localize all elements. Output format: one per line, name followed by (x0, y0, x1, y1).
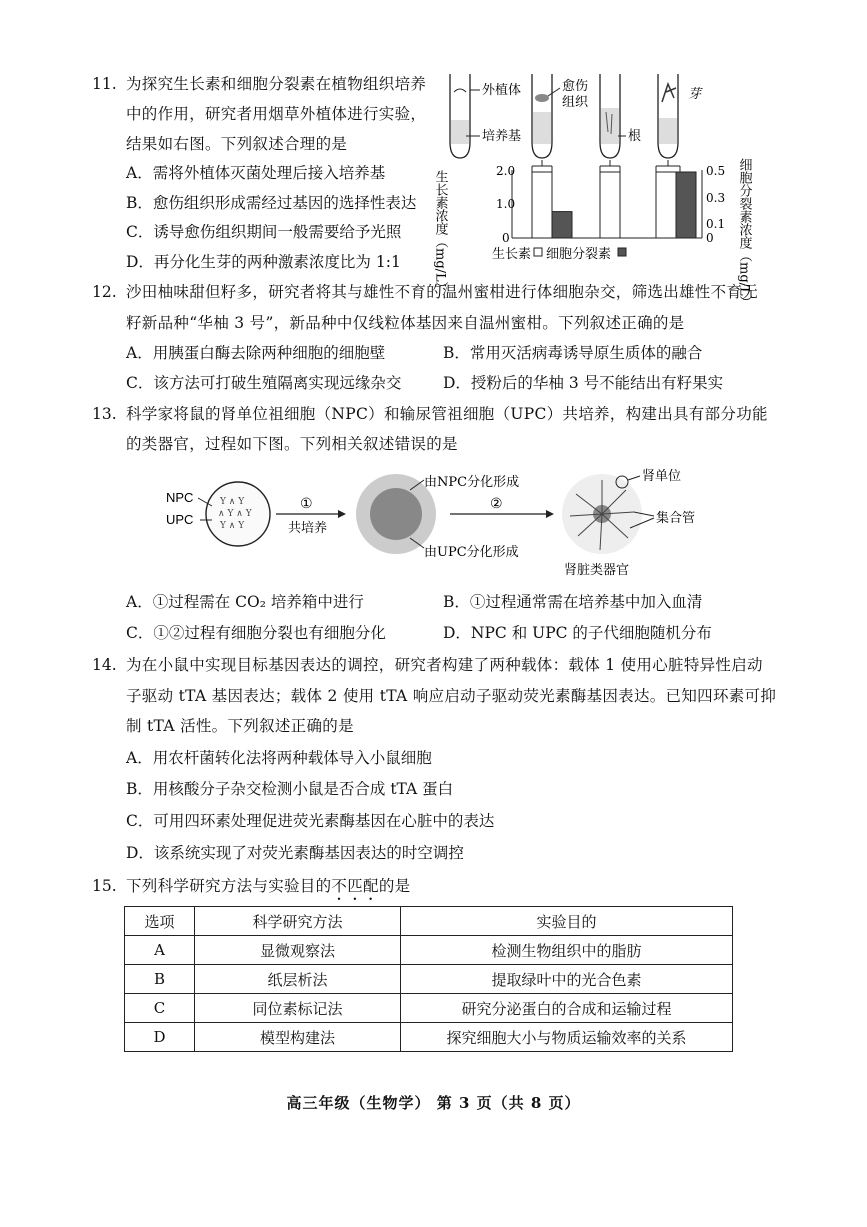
bar-auxin-0 (532, 172, 552, 238)
q12-option-a: A．用胰蛋白酶去除两种细胞的细胞壁 (126, 344, 386, 362)
label-upc: UPC (166, 512, 194, 527)
svg-text:Y ∧ Y: Y ∧ Y (220, 497, 245, 507)
bar-auxin-1 (600, 172, 620, 238)
cell-option: A (125, 936, 195, 965)
left-tick-0: 0 (502, 231, 510, 245)
label-organoid: 肾脏类器官 (564, 563, 630, 578)
q13-option-a: A．①过程需在 CO₂ 培养箱中进行 (126, 593, 364, 611)
q11-number: 11. (92, 75, 117, 93)
table-row (125, 965, 733, 994)
q11-stem-line2: 中的作用，研究者用烟草外植体进行实验， (126, 105, 427, 123)
q14-stem-line3: 制 tTA 活性。下列叙述正确的是 (126, 717, 354, 735)
bar-auxin-2 (656, 172, 676, 238)
bar-cytokinin-0 (552, 212, 572, 238)
legend-swatch-auxin (534, 248, 542, 256)
label-step1: ① (300, 496, 313, 512)
cell-aggregate-core (370, 488, 422, 540)
label-step2: ② (490, 496, 503, 512)
q15-table (124, 906, 733, 1052)
q12-number: 12. (92, 283, 117, 301)
svg-text:∧ Y ∧ Y: ∧ Y ∧ Y (218, 509, 252, 519)
label-medium: 培养基 (482, 129, 522, 144)
q14-option-c: C．可用四环素处理促进荧光素酶基因在心脏中的表达 (126, 812, 495, 830)
legend-swatch-cytokinin (618, 248, 626, 256)
cell-purpose: 研究分泌蛋白的合成和运输过程 (401, 994, 733, 1023)
q13-stem-line1: 科学家将鼠的肾单位祖细胞（NPC）和输尿管祖细胞（UPC）共培养，构建出具有部分功能 (126, 405, 768, 423)
table-row (125, 936, 733, 965)
left-tick-2: 2.0 (496, 164, 516, 178)
label-callus-1: 愈伤 (562, 79, 589, 94)
q14-stem-line2: 子驱动 tTA 基因表达；载体 2 使用 tTA 响应启动子驱动荧光素酶基因表达。已知四环素可抑 (126, 687, 777, 705)
q15-stem-after: 的是 (378, 877, 411, 895)
cell-purpose: 提取绿叶中的光合色素 (401, 965, 733, 994)
test-tube-explant (450, 74, 480, 158)
q11-option-c: C．诱导愈伤组织期间一般需要给予光照 (126, 223, 402, 241)
q11-stem-line1: 为探究生长素和细胞分裂素在植物组织培养 (126, 75, 427, 93)
q12-stem-line2: 籽新品种“华柚 3 号”，新品种中仅线粒体基因来自温州蜜柑。下列叙述正确的是 (126, 314, 685, 332)
label-coculture: 共培养 (288, 521, 328, 536)
q11-option-d: D．再分化生芽的两种激素浓度比为 1:1 (126, 253, 401, 271)
q12-option-b: B．常用灭活病毒诱导原生质体的融合 (443, 344, 703, 362)
label-from-npc: 由NPC分化形成 (424, 475, 520, 490)
q14-stem-line1: 为在小鼠中实现目标基因表达的调控，研究者构建了两种载体：载体 1 使用心脏特异性启动 (126, 656, 763, 674)
q12-option-c: C．该方法可打破生殖隔离实现远缘杂交 (126, 374, 402, 392)
q13-option-b: B．①过程通常需在培养基中加入血清 (443, 593, 703, 611)
cell-method: 模型构建法 (195, 1023, 401, 1052)
label-collecting-duct: 集合管 (656, 511, 696, 526)
q15-stem (126, 876, 410, 904)
test-tube-root (600, 74, 626, 158)
label-from-upc: 由UPC分化形成 (424, 545, 519, 560)
q11-option-a: A．需将外植体灭菌处理后接入培养基 (126, 164, 386, 182)
q14-option-a: A．用农杆菌转化法将两种载体导入小鼠细胞 (126, 749, 432, 767)
q13-option-d: D．NPC 和 UPC 的子代细胞随机分布 (443, 624, 712, 642)
header-method: 科学研究方法 (195, 907, 401, 936)
q14-option-d: D．该系统实现了对荧光素酶基因表达的时空调控 (126, 844, 464, 862)
q15-stem-emphasis: 不匹配 (331, 877, 379, 895)
table-header-row (125, 907, 733, 936)
q13-option-c: C．①②过程有细胞分裂也有细胞分化 (126, 624, 386, 642)
right-tick-03: 0.3 (706, 191, 726, 205)
q14-option-b: B．用核酸分子杂交检测小鼠是否合成 tTA 蛋白 (126, 780, 454, 798)
left-tick-1: 1.0 (496, 197, 516, 211)
left-axis-label: 生长素浓度（mg/L） (432, 170, 448, 295)
q13-figure (160, 466, 720, 582)
cell-purpose: 探究细胞大小与物质运输效率的关系 (401, 1023, 733, 1052)
header-purpose: 实验目的 (401, 907, 733, 936)
label-nephron: 肾单位 (642, 469, 682, 484)
header-option: 选项 (125, 907, 195, 936)
label-npc: NPC (166, 490, 194, 505)
label-shoot-glyph: 芽 (688, 87, 702, 102)
q13-stem-line2: 的类器官，过程如下图。下列相关叙述错误的是 (126, 435, 458, 453)
q11-option-b: B．愈伤组织形成需经过基因的选择性表达 (126, 194, 417, 212)
right-tick-0: 0 (706, 231, 714, 245)
q14-number: 14. (92, 656, 117, 674)
q15-stem-before: 下列科学研究方法与实验目的 (126, 877, 332, 895)
svg-text:Y ∧ Y: Y ∧ Y (220, 521, 245, 531)
q15-number: 15. (92, 877, 117, 895)
right-tick-05: 0.5 (706, 164, 726, 178)
label-callus-2: 组织 (562, 95, 589, 110)
q12-stem-line1: 沙田柚味甜但籽多，研究者将其与雄性不育的温州蜜柑进行体细胞杂交，筛选出雄性不育无 (126, 283, 759, 301)
cell-option: D (125, 1023, 195, 1052)
q11-stem-line3: 结果如右图。下列叙述合理的是 (126, 135, 348, 153)
cell-purpose: 检测生物组织中的脂肪 (401, 936, 733, 965)
right-tick-01: 0.1 (706, 217, 726, 231)
right-axis-label: 细胞分裂素浓度（mg/L） (736, 158, 752, 309)
q13-number: 13. (92, 405, 117, 423)
q12-option-d: D．授粉后的华柚 3 号不能结出有籽果实 (443, 374, 724, 392)
legend-cytokinin: 细胞分裂素 (546, 247, 612, 262)
table-row (125, 1023, 733, 1052)
cell-method: 同位素标记法 (195, 994, 401, 1023)
label-root: 根 (628, 129, 642, 144)
test-tube-callus (532, 74, 560, 158)
test-tube-shoot (658, 74, 678, 158)
cell-method: 纸层析法 (195, 965, 401, 994)
label-explant: 外植体 (482, 83, 522, 98)
cell-option: C (125, 994, 195, 1023)
table-row (125, 994, 733, 1023)
legend-auxin: 生长素 (492, 247, 532, 262)
cell-option: B (125, 965, 195, 994)
page-footer: 高三年级（生物学） 第 3 页（共 8 页） (286, 1094, 581, 1112)
bar-cytokinin-2 (676, 172, 696, 238)
cell-method: 显微观察法 (195, 936, 401, 965)
